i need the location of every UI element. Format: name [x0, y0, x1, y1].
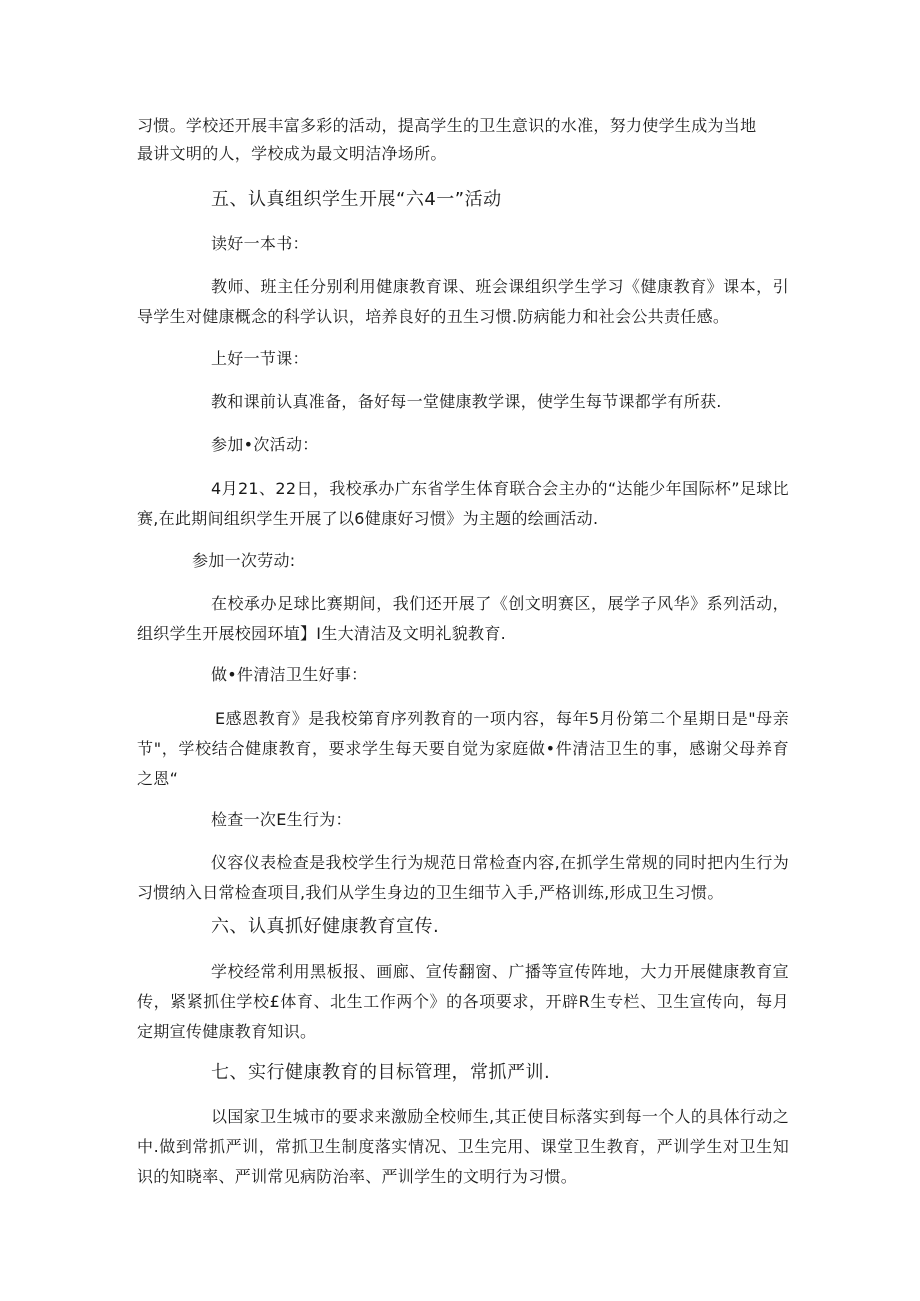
item-4-body: 在校承办足球比赛期间，我们还开展了《创文明赛区，展学子风华》系列活动，组织学生开展校园环埴】I生大清洁及文明礼貌教育. [137, 594, 789, 643]
item-4-title: 参加一次劳动: [192, 551, 296, 570]
item-2-body: 教和课前认真准备，备好每一堂健康教学课，使学生每节课都学有所获. [211, 392, 722, 411]
intro-line-2: 最讲文明的人，学校成为最文明洁净场所。 [137, 144, 447, 163]
section-5-heading: 五、认真组织学生开展“六4一”活动 [211, 189, 502, 210]
section-6-body: 学校经常利用黑板报、画廊、宣传翻窗、广播等宣传阵地，大力开展健康教育宣传，紧紧抓住学校£体育、北生工作两个》的各项要求，开辟R生专栏、卫生宣传向，每月定期宣传健康教育知识。 [137, 962, 789, 1041]
section-6-heading: 六、认真抓好健康教育宣传. [211, 916, 440, 937]
item-1-body: 教师、班主任分别利用健康教育课、班会课组织学生学习《健康教育》课本，引导学生对健康概念的科学认识，培养良好的丑生习惯.防病能力和社会公共责任感。 [137, 277, 789, 326]
intro-line-1: 习惯。学校还开展丰富多彩的活动，提高学生的卫生意识的水准，努力使学生成为当地 [137, 116, 757, 135]
section-7-heading: 七、实行健康教育的目标管理，常抓严训. [211, 1062, 551, 1083]
item-6-title: 检查一次E生行为： [211, 810, 352, 829]
item-5-body: E感恩教育》是我校第育序列教育的一项内容，每年5月份第二个星期日是"母亲节"，学校结合健康教育，要求学生每天要自觉为家庭做•件清洁卫生的事，感谢父母养育之恩“ [137, 709, 789, 788]
item-6-body: 仪容仪表检查是我校学生行为规范日常检查内容,在抓学生常规的同时把内生行为习惯纳入日常检查项目,我们从学生身边的卫生细节入手,严格训练,形成卫生习惯。 [137, 853, 789, 902]
item-2-title: 上好一节课： [211, 349, 309, 368]
section-7-body: 以国家卫生城市的要求来激励全校师生,其正使目标落实到每一个人的具体行动之中.做到常抓严训，常抓卫生制度落实情况、卫生完用、课堂卫生教育，严训学生对卫生知识的知晓率、严训常见病防治率、严训学生的文明行为习惯。 [137, 1107, 789, 1186]
item-1-title: 读好一本书： [211, 234, 309, 253]
item-3-title: 参加•次活动： [211, 435, 319, 454]
item-5-title: 做•件清洁卫生好事： [211, 665, 368, 684]
item-3-body: 4月21、22日，我校承办广东省学生体育联合会主办的“达能少年国际杯”足球比赛,在此期间组织学生开展了以6健康好习惯》为主题的绘画活动. [137, 479, 789, 528]
